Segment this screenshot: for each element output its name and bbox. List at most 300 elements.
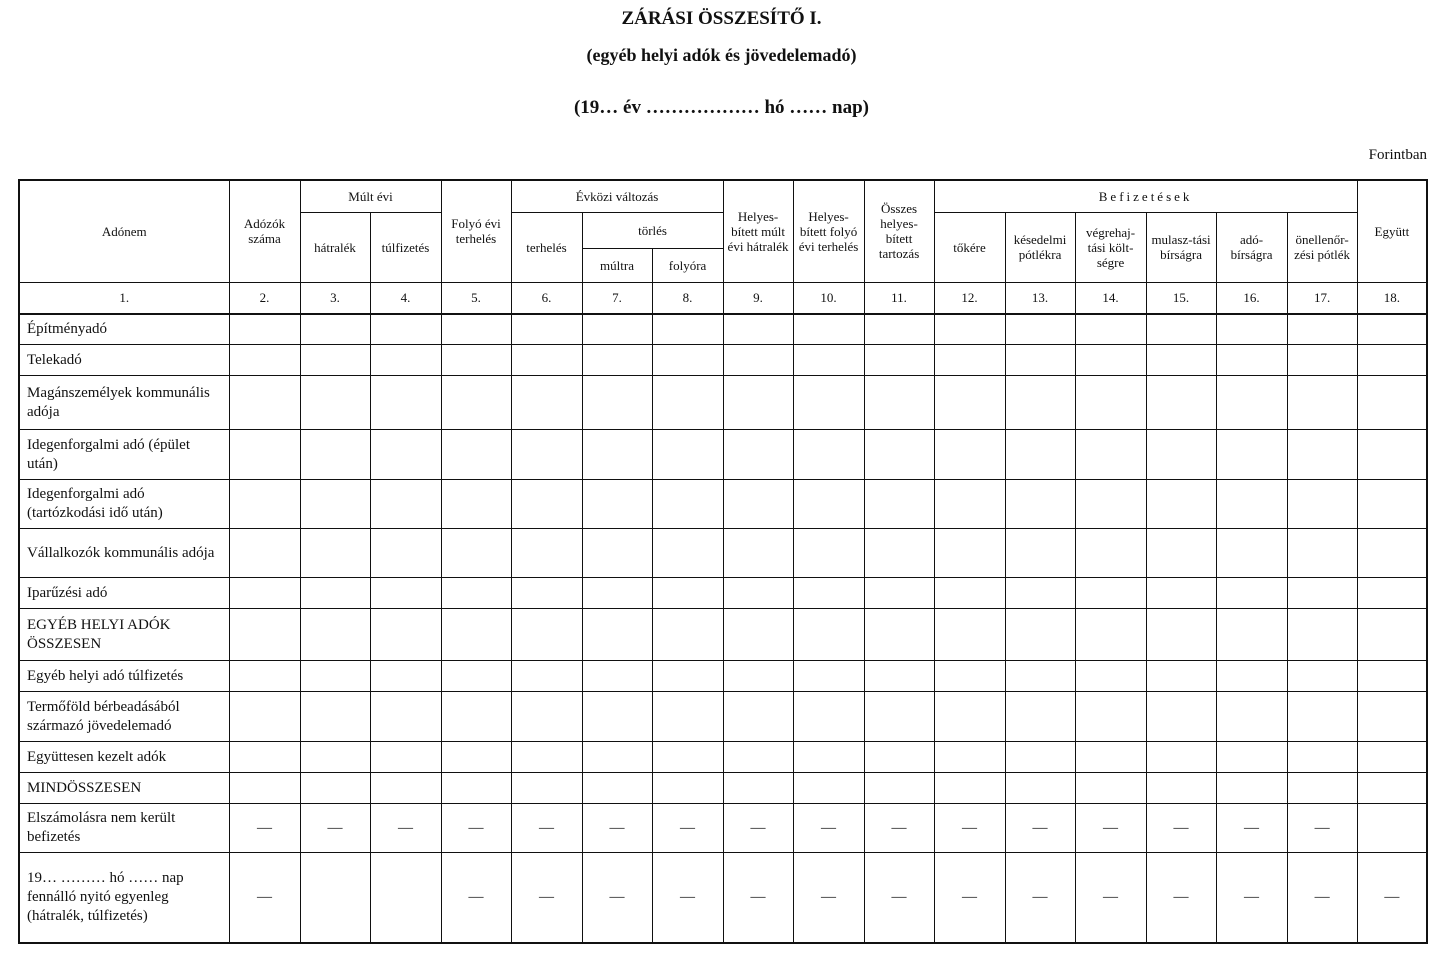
page-subtitle: (egyéb helyi adók és jövedelemadó)	[586, 45, 857, 65]
header-osszes-helyesbitett: Összes helyes-bített tartozás	[864, 180, 934, 282]
row-label: Termőföld bérbeadásából származó jövedelemadó	[19, 692, 229, 742]
empty-cell	[441, 578, 511, 609]
dash-cell: —	[793, 853, 864, 943]
dash-cell: —	[1287, 853, 1357, 943]
empty-cell	[229, 742, 300, 773]
empty-cell	[511, 480, 582, 529]
table-row	[19, 742, 1427, 773]
dash-cell: —	[723, 853, 793, 943]
empty-cell	[1075, 376, 1146, 430]
dash-cell: —	[511, 804, 582, 853]
empty-cell	[934, 742, 1005, 773]
dash-cell: —	[300, 804, 370, 853]
row-label: Együttesen kezelt adók	[19, 742, 229, 773]
dash-cell: —	[934, 804, 1005, 853]
empty-cell	[793, 661, 864, 692]
empty-cell	[652, 345, 723, 376]
row-label: Vállalkozók kommunális adója	[19, 529, 229, 578]
empty-cell	[441, 345, 511, 376]
column-number: 6.	[511, 282, 582, 314]
column-number: 8.	[652, 282, 723, 314]
empty-cell	[1075, 578, 1146, 609]
empty-cell	[1287, 773, 1357, 804]
empty-cell	[1357, 804, 1427, 853]
empty-cell	[370, 345, 441, 376]
empty-cell	[300, 853, 370, 943]
empty-cell	[582, 345, 652, 376]
empty-cell	[934, 430, 1005, 480]
empty-cell	[370, 742, 441, 773]
empty-cell	[1216, 529, 1287, 578]
empty-cell	[1357, 376, 1427, 430]
empty-cell	[1357, 578, 1427, 609]
empty-cell	[441, 609, 511, 661]
empty-cell	[370, 853, 441, 943]
empty-cell	[1216, 742, 1287, 773]
table-row	[19, 804, 1427, 853]
empty-cell	[864, 430, 934, 480]
empty-cell	[793, 376, 864, 430]
empty-cell	[864, 345, 934, 376]
dash-cell: —	[1075, 804, 1146, 853]
empty-cell	[864, 376, 934, 430]
empty-cell	[300, 376, 370, 430]
column-number: 10.	[793, 282, 864, 314]
dash-cell: —	[582, 804, 652, 853]
empty-cell	[864, 661, 934, 692]
empty-cell	[864, 773, 934, 804]
empty-cell	[582, 609, 652, 661]
empty-cell	[793, 609, 864, 661]
empty-cell	[1075, 345, 1146, 376]
dash-cell: —	[582, 853, 652, 943]
empty-cell	[1216, 430, 1287, 480]
empty-cell	[370, 692, 441, 742]
empty-cell	[1146, 345, 1216, 376]
empty-cell	[229, 430, 300, 480]
empty-cell	[300, 430, 370, 480]
empty-cell	[441, 661, 511, 692]
empty-cell	[370, 314, 441, 345]
empty-cell	[1005, 529, 1075, 578]
table-row	[19, 661, 1427, 692]
header-mulasztasi: mulasz-tási bírságra	[1146, 212, 1216, 282]
empty-cell	[723, 314, 793, 345]
empty-cell	[1005, 773, 1075, 804]
empty-cell	[229, 578, 300, 609]
empty-cell	[723, 661, 793, 692]
empty-cell	[1357, 480, 1427, 529]
empty-cell	[300, 529, 370, 578]
empty-cell	[511, 529, 582, 578]
column-number: 15.	[1146, 282, 1216, 314]
empty-cell	[1005, 430, 1075, 480]
empty-cell	[441, 430, 511, 480]
empty-cell	[1075, 773, 1146, 804]
empty-cell	[229, 314, 300, 345]
empty-cell	[1146, 773, 1216, 804]
empty-cell	[652, 430, 723, 480]
empty-cell	[511, 376, 582, 430]
empty-cell	[441, 314, 511, 345]
empty-cell	[511, 314, 582, 345]
empty-cell	[793, 480, 864, 529]
empty-cell	[229, 345, 300, 376]
empty-cell	[1357, 430, 1427, 480]
empty-cell	[441, 529, 511, 578]
empty-cell	[1216, 773, 1287, 804]
summary-table	[18, 179, 1428, 944]
empty-cell	[1075, 742, 1146, 773]
empty-cell	[723, 692, 793, 742]
table-row	[19, 853, 1427, 943]
empty-cell	[934, 480, 1005, 529]
header-kesedelmi: késedelmi pótlékra	[1005, 212, 1075, 282]
empty-cell	[370, 480, 441, 529]
empty-cell	[723, 376, 793, 430]
empty-cell	[864, 692, 934, 742]
empty-cell	[1146, 661, 1216, 692]
empty-cell	[300, 692, 370, 742]
row-label: EGYÉB HELYI ADÓK ÖSSZESEN	[19, 609, 229, 661]
empty-cell	[1287, 314, 1357, 345]
empty-cell	[864, 314, 934, 345]
empty-cell	[1005, 345, 1075, 376]
empty-cell	[793, 773, 864, 804]
empty-cell	[864, 742, 934, 773]
empty-cell	[1287, 692, 1357, 742]
dash-cell: —	[1146, 853, 1216, 943]
empty-cell	[582, 376, 652, 430]
header-evkozi-valtozas: Évközi változás	[511, 180, 723, 212]
empty-cell	[1287, 578, 1357, 609]
empty-cell	[793, 529, 864, 578]
empty-cell	[1216, 314, 1287, 345]
table-row	[19, 578, 1427, 609]
empty-cell	[1357, 609, 1427, 661]
column-number: 3.	[300, 282, 370, 314]
dash-cell: —	[1357, 853, 1427, 943]
dash-cell: —	[1146, 804, 1216, 853]
dash-cell: —	[441, 804, 511, 853]
empty-cell	[1146, 609, 1216, 661]
column-number: 14.	[1075, 282, 1146, 314]
header-egyutt: Együtt	[1357, 180, 1427, 282]
empty-cell	[934, 345, 1005, 376]
dash-cell: —	[1216, 853, 1287, 943]
column-number: 9.	[723, 282, 793, 314]
column-number: 5.	[441, 282, 511, 314]
empty-cell	[582, 314, 652, 345]
empty-cell	[934, 314, 1005, 345]
empty-cell	[1357, 692, 1427, 742]
header-vegrehajtasi: végrehaj-tási költ-ségre	[1075, 212, 1146, 282]
header-adobirsag: adó-bírságra	[1216, 212, 1287, 282]
table-row	[19, 430, 1427, 480]
table-row	[19, 692, 1427, 742]
empty-cell	[1216, 480, 1287, 529]
empty-cell	[1287, 529, 1357, 578]
table-row	[19, 314, 1427, 345]
header-helyesbitett-folyo-evi: Helyes-bített folyó évi terhelés	[793, 180, 864, 282]
column-number: 2.	[229, 282, 300, 314]
empty-cell	[652, 314, 723, 345]
empty-cell	[300, 773, 370, 804]
empty-cell	[1005, 742, 1075, 773]
empty-cell	[652, 661, 723, 692]
header-torles: törlés	[582, 212, 723, 248]
table-body	[19, 314, 1427, 943]
row-label: Telekadó	[19, 345, 229, 376]
empty-cell	[1287, 742, 1357, 773]
column-number: 7.	[582, 282, 652, 314]
empty-cell	[1287, 480, 1357, 529]
empty-cell	[1146, 376, 1216, 430]
empty-cell	[1357, 742, 1427, 773]
empty-cell	[511, 345, 582, 376]
empty-cell	[582, 692, 652, 742]
empty-cell	[934, 661, 1005, 692]
table-row	[19, 773, 1427, 804]
table-row	[19, 376, 1427, 430]
dash-cell: —	[441, 853, 511, 943]
empty-cell	[1005, 609, 1075, 661]
empty-cell	[370, 376, 441, 430]
empty-cell	[934, 376, 1005, 430]
dash-cell: —	[934, 853, 1005, 943]
empty-cell	[1357, 773, 1427, 804]
column-number: 16.	[1216, 282, 1287, 314]
row-label: Egyéb helyi adó túlfizetés	[19, 661, 229, 692]
header-mult-evi: Múlt évi	[300, 180, 441, 212]
empty-cell	[1216, 661, 1287, 692]
empty-cell	[652, 529, 723, 578]
empty-cell	[229, 773, 300, 804]
empty-cell	[723, 578, 793, 609]
table-row	[19, 345, 1427, 376]
row-label: 19… ……… hó …… nap fennálló nyitó egyenleg (hátralék, túlfizetés)	[19, 853, 229, 943]
empty-cell	[793, 578, 864, 609]
empty-cell	[511, 742, 582, 773]
empty-cell	[1357, 661, 1427, 692]
dash-cell: —	[1287, 804, 1357, 853]
empty-cell	[934, 773, 1005, 804]
table-row	[19, 609, 1427, 661]
dash-cell: —	[864, 804, 934, 853]
empty-cell	[1216, 578, 1287, 609]
header-helyesbitett-mult-evi: Helyes-bített múlt évi hátralék	[723, 180, 793, 282]
empty-cell	[511, 578, 582, 609]
empty-cell	[441, 480, 511, 529]
dash-cell: —	[1005, 853, 1075, 943]
empty-cell	[300, 661, 370, 692]
row-label: Építményadó	[19, 314, 229, 345]
header-tulfizetes: túlfizetés	[370, 212, 441, 282]
empty-cell	[652, 742, 723, 773]
empty-cell	[300, 609, 370, 661]
empty-cell	[229, 692, 300, 742]
empty-cell	[511, 692, 582, 742]
empty-cell	[723, 430, 793, 480]
dash-cell: —	[1005, 804, 1075, 853]
empty-cell	[1005, 661, 1075, 692]
empty-cell	[723, 773, 793, 804]
empty-cell	[511, 430, 582, 480]
column-number: 17.	[1287, 282, 1357, 314]
header-onellenorzesi: önellenőr-zési pótlék	[1287, 212, 1357, 282]
empty-cell	[793, 430, 864, 480]
empty-cell	[1146, 742, 1216, 773]
dash-cell: —	[229, 804, 300, 853]
dash-cell: —	[652, 804, 723, 853]
empty-cell	[1075, 430, 1146, 480]
empty-cell	[229, 609, 300, 661]
header-befizetesek: Befizetések	[934, 180, 1357, 212]
empty-cell	[864, 609, 934, 661]
table-row	[19, 529, 1427, 578]
row-label: MINDÖSSZESEN	[19, 773, 229, 804]
empty-cell	[1005, 314, 1075, 345]
empty-cell	[652, 578, 723, 609]
column-number: 1.	[19, 282, 229, 314]
empty-cell	[582, 742, 652, 773]
empty-cell	[511, 661, 582, 692]
empty-cell	[652, 609, 723, 661]
page-title: ZÁRÁSI ÖSSZESÍTŐ I.	[621, 8, 822, 29]
header-terheles: terhelés	[511, 212, 582, 282]
header-adonem: Adónem	[19, 180, 229, 282]
empty-cell	[1216, 345, 1287, 376]
empty-cell	[1287, 345, 1357, 376]
empty-cell	[864, 578, 934, 609]
empty-cell	[1287, 430, 1357, 480]
empty-cell	[229, 376, 300, 430]
empty-cell	[793, 345, 864, 376]
empty-cell	[934, 578, 1005, 609]
empty-cell	[1075, 529, 1146, 578]
empty-cell	[511, 773, 582, 804]
header-adozok-szama: Adózók száma	[229, 180, 300, 282]
empty-cell	[1357, 345, 1427, 376]
empty-cell	[864, 529, 934, 578]
empty-cell	[1075, 692, 1146, 742]
empty-cell	[582, 430, 652, 480]
dash-cell: —	[370, 804, 441, 853]
empty-cell	[1216, 609, 1287, 661]
dash-cell: —	[1075, 853, 1146, 943]
empty-cell	[1357, 529, 1427, 578]
empty-cell	[1146, 480, 1216, 529]
empty-cell	[229, 480, 300, 529]
empty-cell	[582, 529, 652, 578]
dash-cell: —	[723, 804, 793, 853]
empty-cell	[793, 314, 864, 345]
empty-cell	[1005, 480, 1075, 529]
empty-cell	[441, 692, 511, 742]
dash-cell: —	[652, 853, 723, 943]
empty-cell	[1357, 314, 1427, 345]
empty-cell	[370, 609, 441, 661]
empty-cell	[1287, 661, 1357, 692]
empty-cell	[793, 742, 864, 773]
empty-cell	[1146, 314, 1216, 345]
empty-cell	[370, 661, 441, 692]
empty-cell	[1146, 529, 1216, 578]
empty-cell	[1216, 376, 1287, 430]
date-line: (19… év ……………… hó …… nap)	[573, 97, 870, 118]
empty-cell	[370, 773, 441, 804]
row-label: Idegenforgalmi adó (épület után)	[19, 430, 229, 480]
empty-cell	[582, 661, 652, 692]
empty-cell	[1287, 609, 1357, 661]
table-row	[19, 480, 1427, 529]
header-tokere: tőkére	[934, 212, 1005, 282]
empty-cell	[441, 376, 511, 430]
empty-cell	[934, 529, 1005, 578]
empty-cell	[934, 692, 1005, 742]
empty-cell	[1146, 692, 1216, 742]
column-number: 11.	[864, 282, 934, 314]
empty-cell	[1216, 692, 1287, 742]
column-number: 13.	[1005, 282, 1075, 314]
empty-cell	[370, 529, 441, 578]
empty-cell	[370, 578, 441, 609]
empty-cell	[582, 773, 652, 804]
dash-cell: —	[864, 853, 934, 943]
currency-unit: Forintban	[1368, 147, 1427, 163]
empty-cell	[300, 742, 370, 773]
empty-cell	[723, 742, 793, 773]
column-number: 18.	[1357, 282, 1427, 314]
empty-cell	[1075, 480, 1146, 529]
row-label: Magánszemélyek kommunális adója	[19, 376, 229, 430]
empty-cell	[1287, 376, 1357, 430]
empty-cell	[723, 529, 793, 578]
empty-cell	[793, 692, 864, 742]
empty-cell	[723, 609, 793, 661]
column-number: 4.	[370, 282, 441, 314]
empty-cell	[1075, 661, 1146, 692]
empty-cell	[370, 430, 441, 480]
empty-cell	[582, 578, 652, 609]
empty-cell	[300, 314, 370, 345]
header-folyo-evi-terheles: Folyó évi terhelés	[441, 180, 511, 282]
empty-cell	[723, 480, 793, 529]
header-hatralek: hátralék	[300, 212, 370, 282]
empty-cell	[229, 661, 300, 692]
header-folyora: folyóra	[652, 248, 723, 282]
empty-cell	[1146, 430, 1216, 480]
column-number: 12.	[934, 282, 1005, 314]
empty-cell	[652, 480, 723, 529]
dash-cell: —	[793, 804, 864, 853]
empty-cell	[1075, 609, 1146, 661]
dash-cell: —	[1216, 804, 1287, 853]
empty-cell	[1146, 578, 1216, 609]
empty-cell	[441, 742, 511, 773]
empty-cell	[1005, 578, 1075, 609]
dash-cell: —	[229, 853, 300, 943]
row-label: Iparűzési adó	[19, 578, 229, 609]
empty-cell	[652, 376, 723, 430]
dash-cell: —	[511, 853, 582, 943]
empty-cell	[1005, 692, 1075, 742]
row-label: Elszámolásra nem került befizetés	[19, 804, 229, 853]
empty-cell	[300, 345, 370, 376]
empty-cell	[300, 578, 370, 609]
empty-cell	[652, 692, 723, 742]
empty-cell	[652, 773, 723, 804]
